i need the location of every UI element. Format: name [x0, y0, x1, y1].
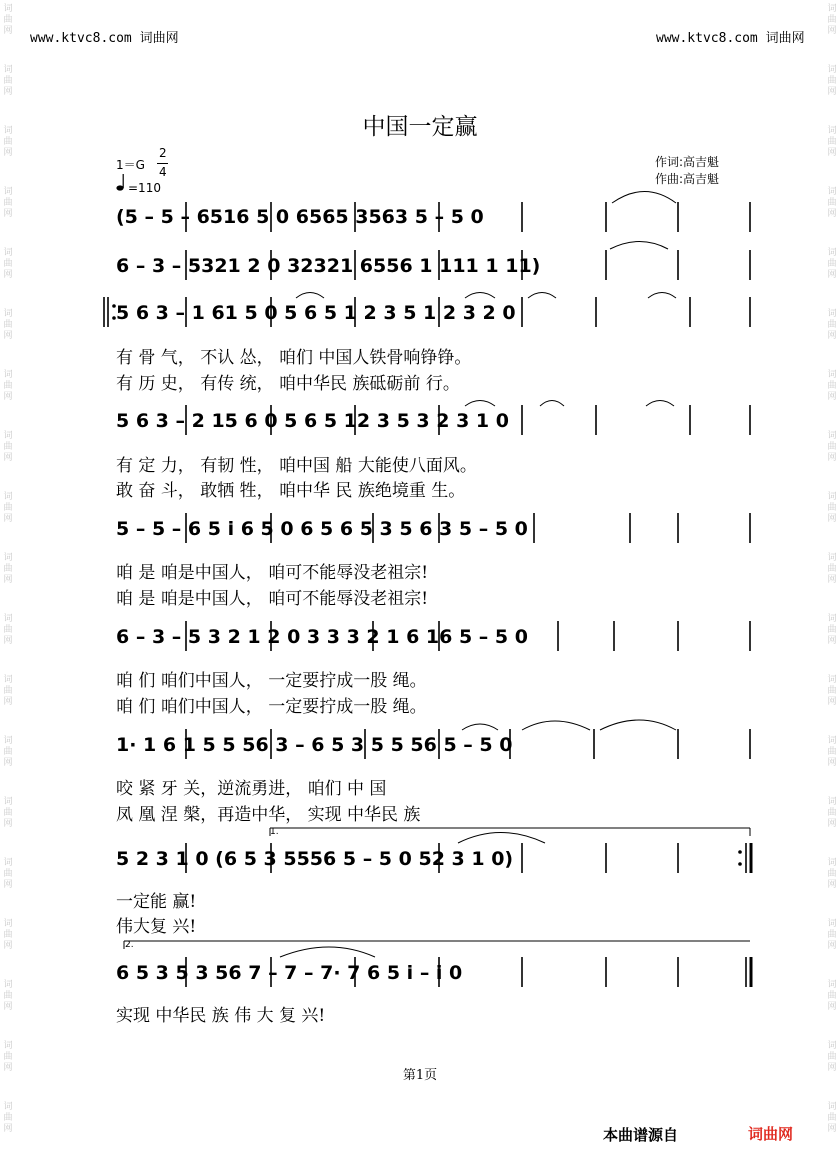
watermark-char: 词	[827, 4, 837, 14]
source-label: 本曲谱源自	[603, 1126, 679, 1144]
watermark-char: 曲	[827, 930, 837, 940]
slur	[648, 293, 676, 299]
watermark-char: 曲	[3, 686, 13, 696]
lyric-row-9-verse-1: 实现 中华民 族 伟 大 复 兴!	[116, 1006, 326, 1026]
watermark-char: 词	[827, 919, 837, 929]
watermark-char: 曲	[827, 991, 837, 1001]
watermark-char: 网	[827, 941, 837, 951]
watermark-char: 词	[827, 187, 837, 197]
watermark-char: 曲	[3, 625, 13, 635]
slur	[646, 401, 674, 407]
score-row-7: 1· 1 6 1 5 5 56 3 – 6 5 3 5 5 56 5 – 5 0	[116, 734, 513, 756]
watermark-char: 词	[3, 553, 13, 563]
watermark-char: 网	[3, 636, 13, 646]
lyric-row-8-verse-1: 一定能 赢!	[116, 892, 197, 912]
lyric-row-5-verse-2: 咱 是 咱是中国人， 咱可不能辱没老祖宗!	[116, 589, 429, 609]
lyric-row-4-verse-2: 敢 奋 斗， 敢牺 牲， 咱中华 民 族绝境重 生。	[116, 481, 466, 501]
watermark-char: 曲	[827, 1113, 837, 1123]
lyric-row-3-verse-2: 有 历 史， 有传 统， 咱中华民 族砥砺前 行。	[116, 374, 460, 394]
watermark-char: 曲	[3, 76, 13, 86]
composer-credit: 作曲:高吉魁	[655, 172, 720, 186]
watermark-char: 曲	[827, 747, 837, 757]
slur	[296, 293, 324, 299]
watermark-char: 曲	[827, 503, 837, 513]
watermark-char: 曲	[3, 137, 13, 147]
lyricist-credit: 作词:高吉魁	[655, 155, 720, 169]
watermark-char: 网	[827, 575, 837, 585]
slur	[465, 293, 495, 299]
watermark-char: 网	[827, 514, 837, 524]
watermark-char: 词	[3, 797, 13, 807]
watermark-char: 网	[827, 1002, 837, 1012]
watermark-char: 词	[3, 675, 13, 685]
watermark-char: 曲	[827, 442, 837, 452]
watermark-char: 曲	[827, 686, 837, 696]
watermark-char: 曲	[827, 320, 837, 330]
watermark-char: 曲	[3, 381, 13, 391]
watermark-char: 词	[827, 126, 837, 136]
brand-logo: 词曲网	[748, 1125, 794, 1143]
watermark-char: 网	[827, 87, 837, 97]
watermark-char: 曲	[3, 869, 13, 879]
watermark-char: 词	[3, 187, 13, 197]
watermark-char: 词	[3, 370, 13, 380]
tempo-marking: =110	[128, 181, 161, 195]
watermark-char: 网	[827, 758, 837, 768]
watermark-char: 曲	[827, 198, 837, 208]
time-signature-bottom: 4	[159, 165, 167, 179]
watermark-char: 曲	[3, 503, 13, 513]
lyric-row-4-verse-1: 有 定 力， 有韧 性， 咱中国 船 大能使八面风。	[116, 456, 477, 476]
score-row-3: 5 6 3 – 1 61 5 0 5 6 5 1 2 3 5 1 2 3 2 0	[116, 302, 516, 324]
watermark-char: 曲	[3, 259, 13, 269]
watermark-char: 词	[3, 431, 13, 441]
lyric-row-7-verse-2: 凤 凰 涅 槃，再造中华， 实现 中华民 族	[116, 805, 421, 825]
watermark-char: 词	[827, 370, 837, 380]
watermark-char: 网	[827, 453, 837, 463]
repeat-dot	[738, 850, 742, 854]
watermark-char: 网	[3, 758, 13, 768]
watermark-char: 曲	[3, 15, 13, 25]
watermark-char: 曲	[3, 930, 13, 940]
page-number: 第1页	[402, 1068, 438, 1083]
watermark-char: 曲	[827, 869, 837, 879]
watermark-char: 网	[3, 392, 13, 402]
watermark-char: 曲	[3, 747, 13, 757]
watermark-char: 曲	[3, 1113, 13, 1123]
watermark-char: 网	[827, 636, 837, 646]
song-title: 中国一定赢	[362, 114, 478, 140]
watermark-char: 词	[3, 614, 13, 624]
slur	[600, 720, 676, 730]
watermark-char: 网	[3, 270, 13, 280]
watermark-char: 网	[3, 453, 13, 463]
watermark-char: 词	[827, 248, 837, 258]
watermark-char: 网	[3, 26, 13, 36]
watermark-char: 曲	[3, 1052, 13, 1062]
watermark-char: 词	[3, 1041, 13, 1051]
lyric-row-5-verse-1: 咱 是 咱是中国人， 咱可不能辱没老祖宗!	[116, 563, 429, 583]
watermark-char: 词	[827, 614, 837, 624]
watermark-char: 网	[3, 819, 13, 829]
watermark-char: 网	[3, 331, 13, 341]
watermark-char: 词	[827, 1041, 837, 1051]
watermark-char: 曲	[827, 259, 837, 269]
watermark-char: 网	[3, 697, 13, 707]
watermark-char: 曲	[827, 137, 837, 147]
score-row-5: 5 – 5 – 6 5 i 6 5 0 6 5 6 5 3 5 6 3 5 – 5 0	[116, 518, 528, 540]
watermark-char: 网	[827, 331, 837, 341]
watermark-char: 曲	[3, 442, 13, 452]
site-url-left: www.ktvc8.com 词曲网	[30, 31, 179, 46]
score-row-4: 5 6 3 – 2 15 6 0 5 6 5 12 3 5 3 2 3 1 0	[116, 410, 509, 432]
slur	[458, 833, 545, 844]
watermark-char: 词	[3, 858, 13, 868]
watermark-char: 曲	[3, 198, 13, 208]
watermark-char: 网	[3, 941, 13, 951]
watermark-char: 曲	[3, 320, 13, 330]
slur	[462, 724, 498, 730]
watermark-char: 词	[827, 553, 837, 563]
watermark-char: 网	[3, 514, 13, 524]
watermark-char: 词	[3, 309, 13, 319]
watermark-char: 词	[3, 4, 13, 14]
watermark-char: 网	[3, 575, 13, 585]
watermark-char: 词	[827, 980, 837, 990]
lyric-row-8-verse-2: 伟大复 兴!	[116, 917, 197, 937]
watermark-char: 曲	[827, 564, 837, 574]
score-row-8: 5 2 3 1 0 (6 5 3 5556 5 – 5 0 52 3 1 0)	[116, 848, 514, 870]
watermark-char: 词	[827, 797, 837, 807]
watermark-char: 词	[827, 492, 837, 502]
repeat-dot	[738, 862, 742, 866]
watermark-char: 网	[827, 819, 837, 829]
key-signature: 1＝G	[116, 158, 145, 172]
score-row-1: (5 – 5 – 6516 5 0 6565 3563 5 – 5 0	[116, 206, 484, 228]
watermark-char: 曲	[827, 76, 837, 86]
watermark-char: 网	[827, 270, 837, 280]
lyric-row-6-verse-2: 咱 们 咱们中国人， 一定要拧成一股 绳。	[116, 697, 427, 717]
watermark-char: 词	[3, 919, 13, 929]
watermark-char: 词	[827, 431, 837, 441]
repeat-dot	[112, 316, 116, 320]
watermark-char: 网	[827, 880, 837, 890]
slur	[465, 401, 495, 407]
site-url-right: www.ktvc8.com 词曲网	[656, 31, 805, 46]
slur	[612, 192, 676, 204]
volta-1-label: 1.	[270, 827, 279, 837]
watermark-char: 词	[827, 736, 837, 746]
watermark-char: 词	[3, 126, 13, 136]
watermark-char: 词	[827, 1102, 837, 1112]
score-row-6: 6 – 3 – 5 3 2 1 2 0 3 3 3 2 1 6 16 5 – 5 0	[116, 626, 528, 648]
watermark-char: 网	[827, 392, 837, 402]
watermark-char: 网	[3, 1124, 13, 1134]
watermark-char: 网	[3, 1063, 13, 1073]
watermark-char: 词	[3, 492, 13, 502]
lyric-row-3-verse-1: 有 骨 气， 不认 怂， 咱们 中国人铁骨响铮铮。	[116, 348, 472, 368]
watermark-char: 曲	[827, 381, 837, 391]
slur	[528, 293, 556, 299]
watermark-char: 词	[3, 980, 13, 990]
lyric-row-7-verse-1: 咬 紧 牙 关，逆流勇进， 咱们 中 国	[116, 779, 387, 799]
watermark-char: 网	[827, 697, 837, 707]
watermark-char: 词	[3, 248, 13, 258]
watermark-char: 曲	[827, 15, 837, 25]
watermark-char: 曲	[827, 1052, 837, 1062]
slur	[610, 242, 668, 250]
watermark-char: 网	[827, 209, 837, 219]
watermark-char: 网	[827, 1124, 837, 1134]
watermark-char: 网	[827, 26, 837, 36]
watermark-char: 词	[827, 858, 837, 868]
watermark-char: 曲	[3, 808, 13, 818]
watermark-char: 词	[3, 65, 13, 75]
watermark-char: 网	[3, 209, 13, 219]
watermark-char: 网	[3, 880, 13, 890]
watermark-char: 网	[3, 1002, 13, 1012]
repeat-dot	[112, 304, 116, 308]
watermark-char: 曲	[827, 625, 837, 635]
score-row-2: 6 – 3 – 5321 2 0 32321 6556 1 111 1 11)	[116, 255, 541, 277]
watermark-char: 曲	[827, 808, 837, 818]
slur	[522, 721, 590, 730]
score-row-9: 6 5 3 5 3 56 7 – 7 – 7· 7 6 5 i – i 0	[116, 962, 463, 984]
volta-2-label: 2.	[125, 940, 134, 950]
watermark-char: 网	[827, 148, 837, 158]
watermark-char: 曲	[3, 564, 13, 574]
lyric-row-6-verse-1: 咱 们 咱们中国人， 一定要拧成一股 绳。	[116, 671, 427, 691]
watermark-char: 曲	[3, 991, 13, 1001]
watermark-char: 网	[3, 148, 13, 158]
watermark-char: 词	[827, 65, 837, 75]
slur	[280, 947, 375, 957]
watermark-char: 网	[827, 1063, 837, 1073]
watermark-char: 词	[3, 736, 13, 746]
watermark-char: 词	[827, 309, 837, 319]
watermark-char: 词	[3, 1102, 13, 1112]
watermark-char: 网	[3, 87, 13, 97]
slur	[540, 401, 564, 407]
time-signature-top: 2	[159, 146, 167, 160]
watermark-char: 词	[827, 675, 837, 685]
